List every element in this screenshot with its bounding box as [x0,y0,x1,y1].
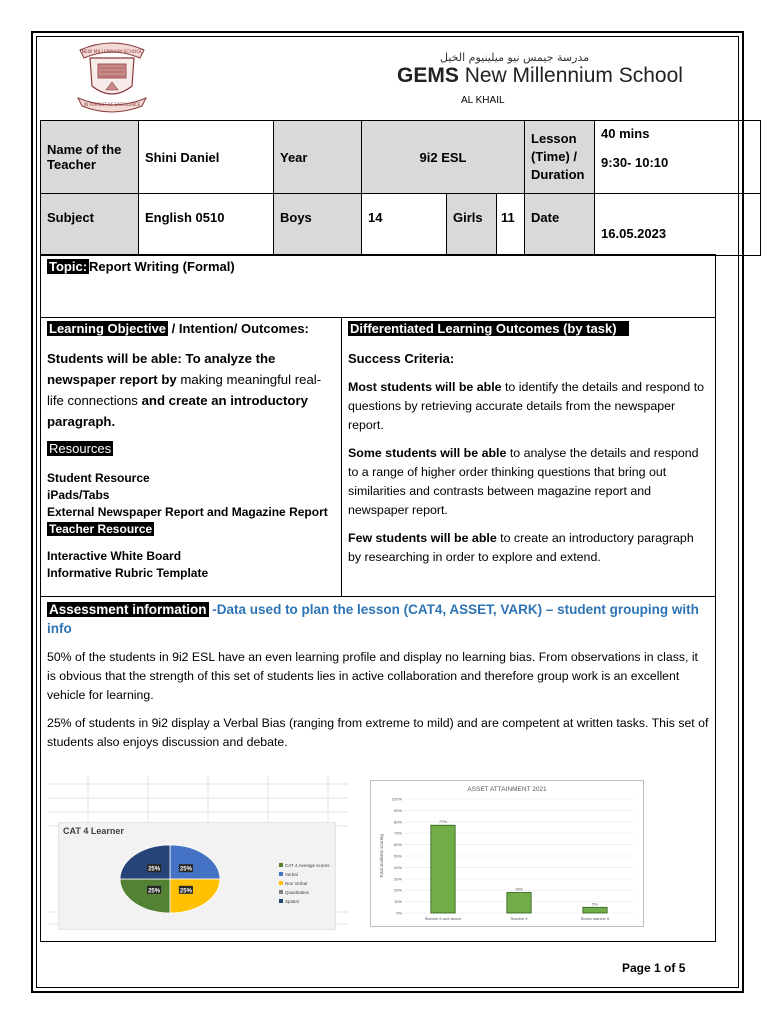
student-resources-list [47,470,337,582]
pie-chart [114,841,226,917]
pie-legend-label: Quantitative [285,890,310,895]
topic-value: Report Writing (Formal) [89,259,235,274]
bar-category-label: Below stanine 5 [580,916,610,921]
girls-label: Girls [447,194,497,256]
objective-text-bold2: and create an introductory paragraph. [47,393,308,429]
pie-legend-item [279,897,330,906]
pie-slice [170,879,220,913]
some-bold: Some students will be able [348,446,507,460]
school-crest-icon [70,38,154,114]
duration: 40 mins [601,126,650,141]
success-criteria-label: Success Criteria: [348,351,455,366]
year-value: 9i2 ESL [362,121,525,194]
bar-ytick-label: 90% [393,807,402,813]
date-label: Date [525,194,595,256]
bar-ytick-label: 40% [393,864,402,870]
subject-label: Subject [41,194,139,256]
pie-slice-label: 25% [148,866,161,873]
few-students-outcome [348,529,708,567]
some-rest: to analyse the details and respond to a range of higher order thinking questions that bring out similarities and contrasts between magazine report and newspaper report. [348,446,699,517]
pie-legend-swatch [279,890,283,894]
topic-box [40,254,716,318]
few-rest: to create an introductory paragraph by researching in order to explore and extend. [348,531,694,564]
bar-category-label: Stanine 5 [510,916,528,921]
pie-legend-item [279,888,330,897]
school-name [397,64,683,88]
objective-heading-rest: / Intention/ Outcomes: [168,321,309,336]
year-label: Year [274,121,362,194]
few-bold: Few students will be able [348,531,497,545]
resource-item: Student Resource [47,471,150,485]
bar-value-label: 77% [438,819,448,825]
most-students-outcome [348,378,708,435]
pie-legend-swatch [279,863,283,867]
assessment-subheading: -Data used to plan the lesson (CAT4, ASSET, VARK) – student grouping with info [47,602,699,636]
page-total: 5 [678,961,686,975]
differentiated-heading [348,320,708,338]
teacher-label: Name of the Teacher [41,121,139,194]
bar [507,892,531,913]
resource-item: External Newspaper Report and Magazine Report [47,505,328,519]
objective-heading [47,320,337,338]
topic-label: Topic: [49,259,88,274]
asset-bar-chart [371,781,643,926]
pie-legend-label: Verbal [285,872,298,877]
page-number [622,961,685,975]
most-bold: Most students will be able [348,380,502,394]
cat4-pie-chart-panel [58,822,336,930]
crest-bottom-text: IN PURSUIT OF EXCELLENCE [83,102,141,107]
pie-legend-label: Spatial [285,899,299,904]
boys-value: 14 [362,194,447,256]
pie-slice [170,845,220,879]
lesson-duration-cell [595,121,761,194]
teacher-resource-label: Teacher Resource [49,522,153,536]
pie-legend-swatch [279,881,283,885]
bar-ytick-label: 0% [396,910,402,916]
page-num: 1 [654,961,661,975]
pie-slice-label: 25% [179,866,192,873]
assessment-paragraph-2: 25% of students in 9i2 display a Verbal Bias (ranging from extreme to mild) and are competent at written tasks. This set of students also enjoys discussion and debate. [47,716,709,749]
bar-ytick-label: 30% [393,876,402,882]
most-rest: to identify the details and respond to questions by retrieving accurate details from the newspaper report. [348,380,705,432]
pie-slice-label: 25% [148,888,161,895]
page-prefix: Page [622,961,655,975]
resources-label: Resources [49,441,112,456]
pie-legend-swatch [279,899,283,903]
asset-bar-chart-panel [370,780,644,927]
page-of: of [660,961,679,975]
resources-heading [47,440,337,458]
school-location: AL KHAIL [461,95,505,106]
assessment-heading [47,600,709,638]
bar-ytick-label: 50% [393,853,402,859]
bar-ytick-label: 70% [393,830,402,836]
teacher-resource-heading [47,521,337,538]
bar [431,825,455,913]
pie-slice [120,879,170,913]
bar-category-label: Stanine 6 and above [424,916,462,921]
subject-value: English 0510 [139,194,274,256]
objective-text-bold: Students will be able: To analyze the newspaper report by [47,351,276,387]
lesson-time: 9:30- 10:10 [601,155,669,170]
pie-legend-swatch [279,872,283,876]
pie-slice [120,845,170,879]
pie-legend-item [279,861,330,870]
arabic-school-name: مدرسة جيمس نيو ميلينيوم الخيل [440,51,590,64]
bar-ylabel: Total students scoring [379,834,384,878]
pie-legend-label: Non Verbal [285,881,308,886]
teacher-name: Shini Daniel [139,121,274,194]
boys-label: Boys [274,194,362,256]
learning-objective-box [40,317,342,597]
objective-heading-hl: Learning Objective [49,321,167,336]
bar-chart-title: ASSET ATTAINMENT 2021 [467,786,547,793]
school-name-bold: GEMS [397,64,459,87]
date-value: 16.05.2023 [595,194,761,256]
bar-ytick-label: 10% [393,899,402,905]
resource-item: Interactive White Board [47,549,182,563]
pie-legend-item [279,870,330,879]
resource-item: iPads/Tabs [47,488,110,502]
bar-ytick-label: 60% [393,842,402,848]
bar-ytick-label: 100% [391,796,402,802]
girls-value: 11 [497,194,525,256]
bar-value-label: 5% [592,901,598,907]
pie-chart-title: CAT 4 Learner [63,826,124,836]
objective-text-normal: making meaningful real-life connections [47,372,322,408]
bar-ytick-label: 80% [393,819,402,825]
objective-text [47,348,337,432]
pie-legend-label: CAT 4 Average scores [285,863,330,868]
pie-legend-item [279,879,330,888]
resource-item: Informative Rubric Template [47,566,209,580]
bar [583,907,607,913]
assessment-heading-text: Assessment information [49,602,207,617]
crest-top-text: NEW MILLENNIUM SCHOOL [81,50,143,55]
lesson-info-table [40,120,761,256]
lesson-label: Lesson (Time) / Duration [525,121,595,194]
differentiated-heading-text: Differentiated Learning Outcomes (by task) [348,321,629,336]
school-name-rest: New Millennium School [464,64,683,87]
bar-value-label: 18% [514,886,524,892]
assessment-paragraph-1: 50% of the students in 9i2 ESL have an even learning profile and display no learning bias. From observations in class, it is obvious that the strength of this set of students lies in active collaboration and therefore group work is an excellent vehicle for learning. [47,650,698,702]
differentiated-outcomes-box [341,317,716,597]
bar-ytick-label: 20% [393,887,402,893]
some-students-outcome [348,444,708,520]
topic [47,258,235,276]
pie-legend [279,861,330,906]
pie-slice-label: 25% [179,888,192,895]
